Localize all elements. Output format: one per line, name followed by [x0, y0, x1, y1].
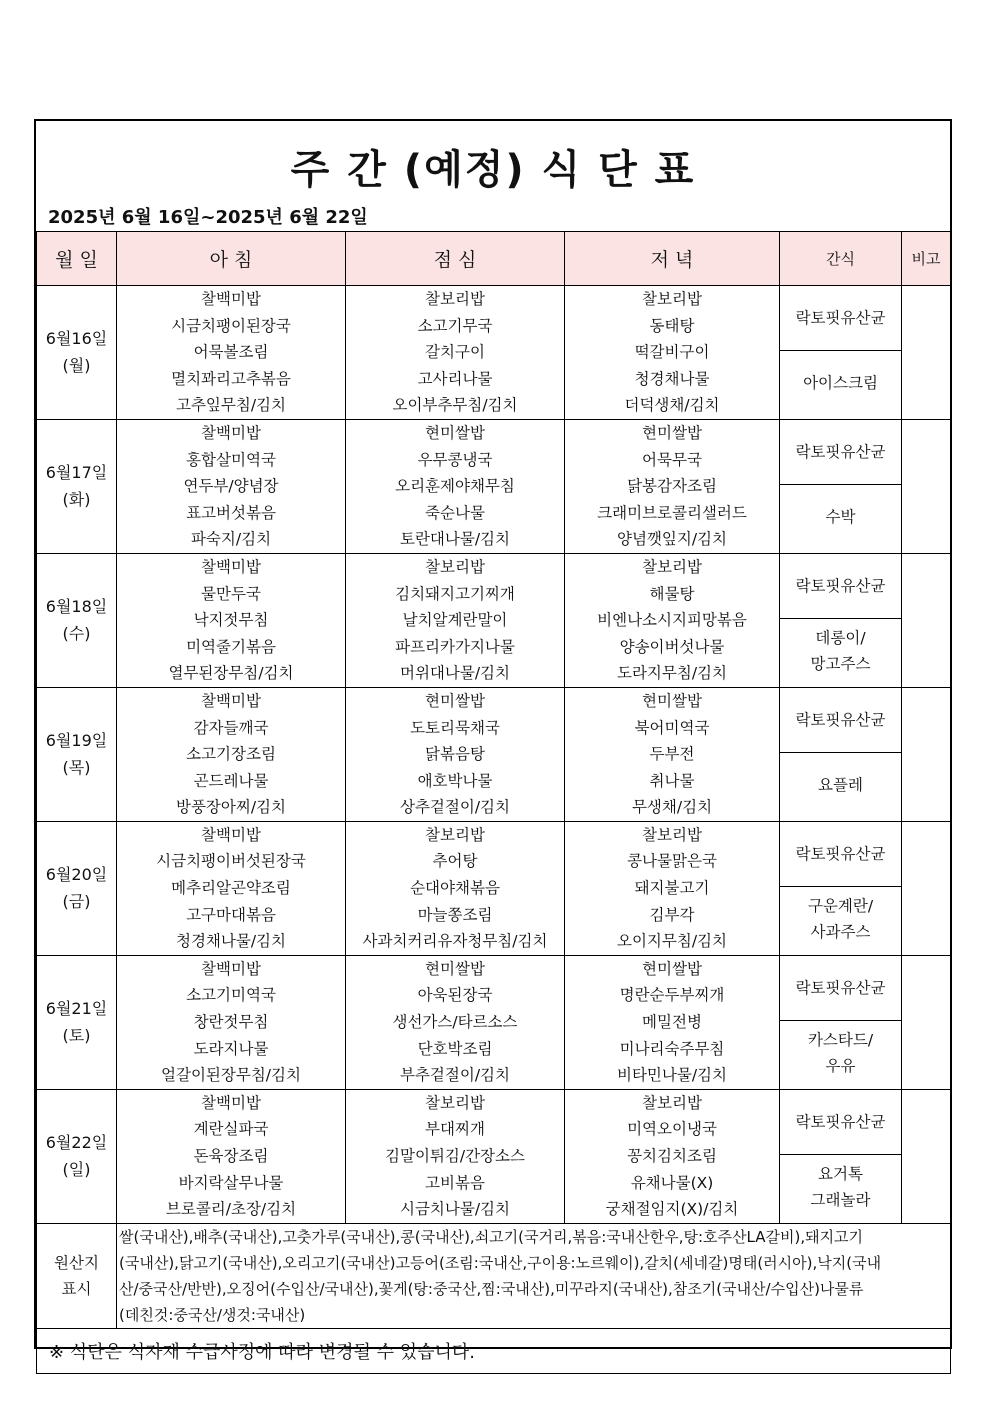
- menu-item: 북어미역국: [634, 718, 710, 737]
- breakfast-menu: [117, 955, 346, 1089]
- menu-item: 김부각: [649, 905, 695, 924]
- day-row: [37, 1089, 951, 1223]
- menu-item: 찰백미밥: [201, 1093, 261, 1112]
- origin-label-line: 표시: [61, 1279, 92, 1298]
- snack-cell: [780, 687, 902, 821]
- date-range: 2025년 6월 16일~2025년 6월 22일: [48, 207, 368, 228]
- snack-extra-line: 수박: [825, 507, 856, 526]
- menu-item: 갈치구이: [425, 343, 485, 362]
- day-row: [37, 553, 951, 687]
- menu-item: 아욱된장국: [417, 986, 493, 1005]
- note-cell: [902, 553, 951, 687]
- snack-extra: [780, 1155, 901, 1219]
- date-label: 6월21일: [45, 999, 108, 1019]
- day-date: [37, 955, 117, 1089]
- menu-item: 열무된장무침/김치: [168, 664, 294, 683]
- menu-item: 찰보리밥: [642, 825, 702, 844]
- lunch-menu: [346, 955, 565, 1089]
- lunch-menu: [346, 821, 565, 955]
- lunch-menu: [346, 553, 565, 687]
- menu-item: 명란순두부찌개: [619, 986, 725, 1005]
- snack-extra-text: [818, 772, 863, 798]
- menu-item: 오이부추무침/김치: [392, 396, 518, 415]
- menu-item: 파숙지/김치: [190, 530, 272, 549]
- snack-extra: [780, 619, 901, 683]
- menu-item: 김치돼지고기찌개: [395, 584, 515, 603]
- dinner-menu: [565, 419, 780, 553]
- menu-item: 단호박조림: [417, 1039, 493, 1058]
- menu-item: 메밀전병: [642, 1013, 702, 1032]
- menu-item: 현미쌀밥: [642, 959, 702, 978]
- origin-line: 쌀(국내산),배추(국내산),고춧가루(국내산),콩(국내산),쇠고기(국거리,볶음:국내산한우,탕:호주산LA갈비),돼지고기: [119, 1227, 864, 1246]
- menu-item: 얼갈이된장무침/김치: [161, 1066, 301, 1085]
- menu-item: 사과치커리유자청무침/김치: [362, 932, 548, 951]
- snack-extra: [780, 485, 901, 549]
- menu-item: 파프리카가지나물: [395, 637, 515, 656]
- menu-item: 도라지무침/김치: [616, 664, 728, 683]
- notice-text: ※ 식단은 식자재 수급사정에 따라 변경될 수 있습니다.: [37, 1328, 951, 1373]
- menu-item: 어묵볼조림: [193, 343, 269, 362]
- snack-extra-line: 요거톡: [818, 1164, 863, 1183]
- snack-extra-line: 사과주스: [810, 922, 871, 941]
- header-breakfast: 아 침: [117, 232, 346, 286]
- weekday-label: (화): [62, 490, 91, 510]
- menu-item: 바지락살무나물: [178, 1173, 284, 1192]
- menu-item: 찰보리밥: [425, 290, 485, 308]
- menu-item: 순대야채볶음: [410, 879, 500, 898]
- menu-item: 날치알계란말이: [402, 611, 508, 630]
- menu-item: 찰백미밥: [201, 691, 261, 710]
- menu-item: 고비볶음: [425, 1173, 485, 1192]
- snack-probiotic: 락토핏유산균: [780, 956, 901, 1021]
- menu-item: 닭볶음탕: [425, 745, 485, 764]
- menu-item: 어묵무국: [642, 450, 702, 469]
- snack-extra-line: 우유: [825, 1056, 856, 1075]
- menu-item: 미역오이냉국: [627, 1120, 717, 1139]
- header-note: 비고: [902, 232, 951, 286]
- menu-item: 계란실파국: [193, 1120, 269, 1139]
- menu-item: 오리훈제야채무침: [395, 477, 515, 496]
- lunch-menu: [346, 1089, 565, 1223]
- note-cell: [902, 286, 951, 420]
- menu-item: 죽순나물: [425, 503, 485, 522]
- menu-item: 김말이튀김/간장소스: [385, 1147, 525, 1165]
- breakfast-menu: [117, 419, 346, 553]
- snack-cell: [780, 419, 902, 553]
- menu-item: 창란젓무침: [193, 1013, 269, 1032]
- menu-item: 도라지나물: [193, 1039, 269, 1058]
- menu-item: 닭봉감자조림: [627, 477, 717, 496]
- snack-extra-line: 그래놀라: [810, 1190, 871, 1209]
- date-label: 6월16일: [45, 329, 108, 349]
- snack-extra-text: [808, 1027, 873, 1079]
- day-row: [37, 286, 951, 420]
- menu-item: 찰백미밥: [201, 959, 261, 978]
- menu-item: 브로콜리/초장/김치: [165, 1200, 297, 1219]
- menu-item: 찰보리밥: [642, 557, 702, 576]
- weekday-label: (목): [62, 758, 91, 778]
- menu-item: 찰백미밥: [201, 290, 261, 308]
- menu-item: 동태탕: [649, 316, 695, 335]
- menu-item: 마늘쫑조림: [417, 905, 493, 924]
- date-label: 6월22일: [45, 1133, 108, 1153]
- snack-probiotic: 락토핏유산균: [780, 822, 901, 887]
- origin-label: [37, 1223, 117, 1328]
- lunch-menu: [346, 286, 565, 420]
- note-cell: [902, 419, 951, 553]
- menu-item: 떡갈비구이: [634, 343, 710, 362]
- snack-probiotic: 락토핏유산균: [780, 1090, 901, 1155]
- day-row: [37, 419, 951, 553]
- dinner-menu: [565, 1089, 780, 1223]
- note-cell: [902, 955, 951, 1089]
- header-dinner: 저 녁: [565, 232, 780, 286]
- menu-item: 현미쌀밥: [425, 423, 485, 442]
- menu-item: 찰백미밥: [201, 825, 261, 844]
- origin-text: [117, 1223, 951, 1328]
- header-lunch: 점 심: [346, 232, 565, 286]
- date-label: 6월20일: [45, 865, 108, 885]
- menu-item: 돈육장조림: [193, 1147, 269, 1165]
- menu-item: 머위대나물/김치: [399, 664, 511, 683]
- date-label: 6월18일: [45, 597, 108, 617]
- snack-extra-line: 카스타드/: [807, 1030, 874, 1049]
- breakfast-menu: [117, 553, 346, 687]
- snack-probiotic: 락토핏유산균: [780, 420, 901, 485]
- menu-item: 꽁치김치조림: [627, 1147, 717, 1165]
- origin-line: (데친것:중국산/생것:국내산): [119, 1305, 306, 1324]
- day-row: [37, 687, 951, 821]
- snack-extra-line: 망고주스: [810, 654, 871, 673]
- menu-item: 메추리알곤약조림: [171, 879, 291, 898]
- menu-item: 유채나물(X): [630, 1173, 714, 1192]
- breakfast-menu: [117, 821, 346, 955]
- menu-item: 홍합살미역국: [186, 450, 276, 469]
- menu-item: 곤드레나물: [193, 771, 269, 790]
- date-label: 6월17일: [45, 463, 108, 483]
- menu-item: 토란대나물/김치: [399, 530, 511, 549]
- menu-sheet: [34, 119, 952, 1363]
- note-cell: [902, 1089, 951, 1223]
- menu-item: 찰보리밥: [425, 1093, 485, 1112]
- day-date: [37, 1089, 117, 1223]
- date-label: 6월19일: [45, 731, 108, 751]
- dinner-menu: [565, 687, 780, 821]
- snack-extra-line: 구운계란/: [807, 896, 874, 915]
- menu-item: 찰백미밥: [201, 423, 261, 442]
- day-date: [37, 821, 117, 955]
- menu-item: 돼지불고기: [634, 879, 710, 898]
- day-row: [37, 955, 951, 1089]
- menu-item: 더덕생채/김치: [624, 396, 720, 415]
- menu-table: [36, 231, 951, 1374]
- snack-extra-line: 아이스크림: [803, 374, 878, 392]
- menu-item: 생선가스/타르소스: [392, 1013, 518, 1032]
- day-rows: [37, 286, 951, 1224]
- menu-item: 연두부/양념장: [183, 477, 279, 496]
- menu-item: 애호박나물: [417, 771, 493, 790]
- weekday-label: (토): [62, 1026, 91, 1046]
- menu-item: 크래미브로콜리샐러드: [597, 503, 747, 522]
- menu-item: 고구마대볶음: [186, 905, 276, 924]
- snack-extra: [780, 887, 901, 951]
- menu-item: 시금치팽이버섯된장국: [156, 852, 306, 871]
- breakfast-menu: [117, 1089, 346, 1223]
- snack-extra: [780, 351, 901, 415]
- snack-extra-text: [803, 370, 878, 396]
- snack-cell: [780, 553, 902, 687]
- header-date: 월 일: [37, 232, 117, 286]
- menu-item: 비엔나소시지피망볶음: [597, 611, 747, 630]
- day-row: [37, 821, 951, 955]
- dinner-menu: [565, 821, 780, 955]
- menu-item: 찰보리밥: [425, 825, 485, 844]
- day-date: [37, 687, 117, 821]
- menu-item: 소고기미역국: [186, 986, 276, 1005]
- menu-item: 두부전: [649, 745, 695, 764]
- menu-item: 무생채/김치: [631, 798, 713, 817]
- menu-item: 취나물: [649, 771, 695, 790]
- menu-item: 표고버섯볶음: [186, 503, 276, 522]
- snack-extra-text: [811, 1161, 871, 1213]
- weekday-label: (수): [62, 624, 91, 644]
- menu-item: 현미쌀밥: [425, 959, 485, 978]
- menu-item: 고추잎무침/김치: [175, 396, 287, 415]
- day-date: [37, 286, 117, 420]
- snack-extra: [780, 753, 901, 817]
- weekday-label: (일): [62, 1160, 91, 1180]
- header-row: [37, 232, 951, 286]
- breakfast-menu: [117, 687, 346, 821]
- menu-item: 양념깻잎지/김치: [616, 530, 728, 549]
- menu-item: 고사리나물: [417, 369, 493, 388]
- day-date: [37, 553, 117, 687]
- snack-extra-line: 데롱이/: [815, 628, 866, 647]
- snack-cell: [780, 1089, 902, 1223]
- menu-item: 소고기무국: [417, 316, 493, 335]
- menu-item: 미나리숙주무침: [619, 1039, 725, 1058]
- menu-item: 현미쌀밥: [425, 691, 485, 710]
- menu-item: 소고기장조림: [186, 745, 276, 764]
- menu-item: 비타민나물/김치: [616, 1066, 728, 1085]
- day-date: [37, 419, 117, 553]
- menu-item: 방풍장아찌/김치: [175, 798, 287, 817]
- snack-extra: [780, 1021, 901, 1085]
- menu-item: 상추겉절이/김치: [399, 798, 511, 817]
- menu-item: 낙지젓무침: [193, 611, 269, 630]
- origin-line: (국내산),닭고기(국내산),오리고기(국내산)고등어(조림:국내산,구이용:노르웨이),갈치(세네갈)명태(러시아),낙지(국내: [119, 1253, 882, 1272]
- menu-item: 찰보리밥: [425, 557, 485, 576]
- menu-item: 감자들깨국: [193, 718, 269, 737]
- menu-item: 청경채나물/김치: [175, 932, 287, 951]
- breakfast-menu: [117, 286, 346, 420]
- note-cell: [902, 687, 951, 821]
- menu-item: 찰백미밥: [201, 557, 261, 576]
- dinner-menu: [565, 286, 780, 420]
- menu-item: 해물탕: [649, 584, 695, 603]
- menu-item: 양송이버섯나물: [619, 637, 725, 656]
- menu-item: 우무콩냉국: [417, 450, 493, 469]
- menu-item: 멸치꽈리고추볶음: [171, 369, 291, 388]
- menu-item: 부대찌개: [425, 1120, 485, 1139]
- lunch-menu: [346, 419, 565, 553]
- note-cell: [902, 821, 951, 955]
- menu-item: 현미쌀밥: [642, 691, 702, 710]
- snack-extra-text: [808, 893, 873, 945]
- note-row: [37, 1328, 951, 1373]
- header-snack: 간식: [780, 232, 902, 286]
- origin-row: [37, 1223, 951, 1328]
- snack-probiotic: 락토핏유산균: [780, 554, 901, 619]
- snack-cell: [780, 821, 902, 955]
- menu-item: 시금치나물/김치: [399, 1200, 511, 1219]
- menu-item: 도토리묵채국: [410, 718, 500, 737]
- origin-line: 산/중국산/반반),오징어(수입산/국내산),꽃게(탕:중국산,찜:국내산),미꾸라지(국내산),참조기(국내산/수입산)나물류: [119, 1279, 864, 1298]
- snack-extra-text: [826, 504, 856, 530]
- menu-item: 오이지무침/김치: [616, 932, 728, 951]
- origin-label-line: 원산지: [54, 1253, 99, 1272]
- snack-cell: [780, 286, 902, 420]
- snack-probiotic: 락토핏유산균: [780, 688, 901, 753]
- snack-extra-line: 요플레: [818, 775, 863, 794]
- dinner-menu: [565, 553, 780, 687]
- snack-probiotic: 락토핏유산균: [780, 286, 901, 351]
- page-title: 주 간 (예정) 식 단 표: [290, 147, 696, 193]
- menu-item: 미역줄기볶음: [186, 637, 276, 656]
- menu-item: 궁채절임지(X)/김치: [605, 1200, 739, 1219]
- dinner-menu: [565, 955, 780, 1089]
- menu-item: 찰보리밥: [642, 290, 702, 308]
- menu-item: 시금치팽이된장국: [171, 316, 291, 335]
- snack-cell: [780, 955, 902, 1089]
- menu-item: 물만두국: [201, 584, 261, 603]
- menu-item: 부추겉절이/김치: [399, 1066, 511, 1085]
- menu-item: 추어탕: [432, 852, 478, 871]
- menu-item: 콩나물맑은국: [627, 852, 717, 871]
- weekday-label: (월): [62, 356, 91, 376]
- menu-item: 청경채나물: [634, 369, 710, 388]
- snack-extra-text: [811, 625, 871, 677]
- menu-item: 현미쌀밥: [642, 423, 702, 442]
- menu-item: 찰보리밥: [642, 1093, 702, 1112]
- lunch-menu: [346, 687, 565, 821]
- weekday-label: (금): [62, 892, 91, 912]
